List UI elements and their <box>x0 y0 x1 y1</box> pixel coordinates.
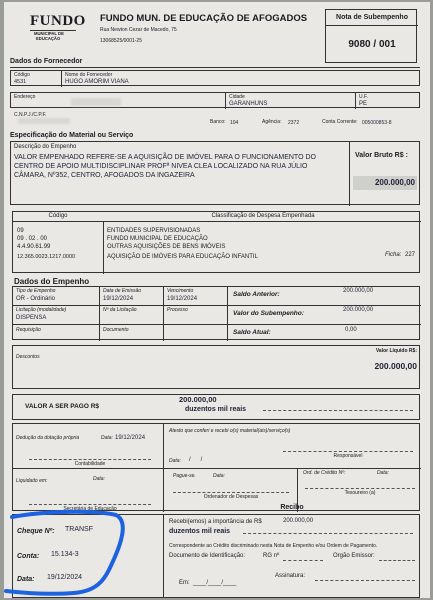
material-box <box>10 141 420 205</box>
fornecedor-row-1 <box>10 70 420 86</box>
documento-label: Documento <box>103 327 129 333</box>
classificacao-header: Classificação de Despesa Empenhada <box>211 213 315 219</box>
tipo-value: OR - Ordinário <box>16 296 56 302</box>
emissao-value: 19/12/2024 <box>103 296 134 302</box>
assinatura-label: Assinatura: <box>275 573 306 579</box>
fornecedor-row-2 <box>10 92 420 108</box>
class-desc-1: ENTIDADES SUPERVISIONADAS <box>107 228 201 234</box>
uf-value: PE <box>359 101 368 107</box>
logo-subtitle-1: MUNICIPAL DE <box>34 31 64 36</box>
fornecedor-section-title: Dados do Fornecedor <box>10 58 83 65</box>
vencimento-value: 19/12/2024 <box>167 296 198 302</box>
logo <box>28 12 86 44</box>
deducao-label: Dedução da dotação própria <box>16 435 80 441</box>
note-number-box <box>325 9 417 63</box>
valor-pago-label: VALOR A SER PAGO R$ <box>25 403 100 410</box>
ordem-credito-label: Ord. de Crédito Nº: <box>303 470 346 476</box>
note-label: Nota de Subempenho <box>336 14 408 21</box>
cidade-value: GARANHUNS <box>229 101 268 107</box>
class-desc-3: OUTRAS AQUISIÇÕES DE BENS IMÓVEIS <box>107 244 226 250</box>
institution-cnpj: 13068525/0001-25 <box>100 38 142 44</box>
pague-se-data-label: Data: <box>213 473 225 479</box>
correspondente-text: Correspondente ao Crédito discriminado nesta Nota de Empenho e/ou Ordem de Pagamento. <box>169 543 378 549</box>
class-desc-2: FUNDO MUNICIPAL DE EDUCAÇÃO <box>107 236 208 242</box>
valor-liquido-label: Valor Líquido R$: <box>375 348 417 354</box>
doc-ident-label: Documento de Identificação: <box>169 553 246 559</box>
valor-pago-extenso: duzentos mil reais <box>185 406 247 413</box>
conta-recibo-label: Conta: <box>17 553 40 560</box>
saldo-anterior-label: Saldo Anterior: <box>233 291 280 298</box>
material-section-title: Especificação do Material ou Serviço <box>10 132 134 139</box>
codigo-header: Código <box>48 213 68 219</box>
cnpj-label: C.N.P.J./C.P.F. <box>14 112 47 118</box>
atesto-date-slashes: / / <box>189 457 203 463</box>
responsavel-label: Responsável <box>333 453 363 459</box>
logo-text: FUNDO <box>30 13 86 29</box>
agencia-label: Agência: <box>262 119 282 125</box>
ordem-data-label: Data: <box>377 470 389 476</box>
valor-sub-label: Valor do Subempenho: <box>233 310 304 317</box>
desc-line-1: VALOR EMPENHADO REFERE-SE A AQUISIÇÃO DE IMÓVEL PARA O FUNCIONAMENTO DO <box>14 154 316 161</box>
document-sheet <box>4 2 430 598</box>
class-code-4: 12.365.0023.1217.0000 <box>17 254 76 260</box>
empenho-box <box>12 286 420 340</box>
banco-value: 104 <box>230 120 239 126</box>
orgao-label: Orgão Emissor: <box>333 553 375 559</box>
valor-sub-value: 200.000,00 <box>343 307 374 313</box>
licitacao-value: DISPENSA <box>16 315 47 321</box>
logo-subtitle-2: EDUCAÇÃO <box>36 36 61 41</box>
cidade-label: Cidade <box>229 94 245 100</box>
deducao-data-value: 19/12/2024 <box>115 435 146 441</box>
saldo-anterior-value: 200.000,00 <box>343 288 374 294</box>
codigo-label: Código <box>14 72 30 78</box>
classificacao-box <box>12 211 420 273</box>
data-recibo-value: 19/12/2024 <box>47 574 83 581</box>
conta-recibo-value: 15.134-3 <box>51 551 79 558</box>
highlight-stroke <box>6 512 123 594</box>
note-number: 9080 / 001 <box>348 39 396 50</box>
recibo-extenso: duzentos mil reais <box>169 528 231 535</box>
class-code-1: 09 <box>17 228 24 234</box>
desc-line-2: CENTRO DE APOIO MULTIDISCIPLINAR PROFª NIVEA CLEA LOCALIZADO NA RUA JÚLIO <box>14 163 308 170</box>
empenho-section-title: Dados do Empenho <box>14 277 90 286</box>
secretaria-label: Secretária de Educação <box>63 506 117 512</box>
valor-pago-box <box>12 394 420 420</box>
liquidado-label: Liquidado em: <box>16 478 48 484</box>
saldo-atual-value: 0,00 <box>345 327 357 333</box>
descontos-box <box>12 345 420 389</box>
banco-label: Banco: <box>210 119 226 125</box>
tesoureiro-label: Tesoureiro (a) <box>344 490 376 496</box>
deducao-data-label: Data: <box>101 435 113 441</box>
valor-bruto-value: 200.000,00 <box>374 178 415 187</box>
pague-se-label: Pague-se. <box>173 473 196 479</box>
codigo-value: 4531 <box>14 79 27 85</box>
institution-address: Rua Newton Cezar de Macedo, 75 <box>100 27 177 33</box>
rg-label: RG nº <box>263 553 280 559</box>
agencia-value: 2372 <box>288 120 300 126</box>
class-desc-4: AQUISIÇÃO DE IMÓVEIS PARA EDUCAÇÃO INFANTIL <box>107 254 258 260</box>
cnpj-redacted <box>18 118 70 124</box>
atesto-label: Atesto que conferi e recebi o(s) material(ais)/serviço(s) <box>169 428 291 434</box>
ficha-label: Ficha: <box>385 252 402 258</box>
liquidado-data-label: Data: <box>93 476 105 482</box>
contabilidade-label: Contabilidade <box>74 461 106 467</box>
conta-label: Conta Corrente: <box>322 119 358 125</box>
ficha-value: 227 <box>405 252 416 258</box>
processo-label: Processo <box>167 307 188 313</box>
dotacao-box <box>12 423 420 511</box>
institution-title: FUNDO MUN. DE EDUCAÇÃO DE AFOGADOS <box>100 13 308 24</box>
uf-label: U.F. <box>359 94 368 100</box>
nome-value: HUGO AMORIM VIANA <box>65 79 129 85</box>
recebi-label: Recebi(emos) a importância de R$ <box>169 519 262 525</box>
descontos-label: Descontos <box>16 354 40 360</box>
atesto-data-label: Data: <box>169 458 181 464</box>
licitacao-label: Licitação (modalidade) <box>16 307 67 313</box>
vencimento-label: Vencimento <box>167 288 194 294</box>
endereco-label: Endereço <box>14 94 36 100</box>
cheque-value: TRANSF <box>65 526 93 533</box>
class-code-3: 4.4.90.61.99 <box>17 244 51 250</box>
emissao-label: Data de Emissão <box>103 288 142 294</box>
cheque-label: Cheque Nº: <box>17 528 55 535</box>
recibo-title: Recibo <box>280 504 304 511</box>
desc-line-3: CÂMARA, Nº352, CENTRO, AFOGADOS DA INGAZEIRA <box>14 172 195 179</box>
ordenador-label: Ordenador de Despesas <box>203 494 259 500</box>
valor-liquido-value: 200.000,00 <box>374 361 417 371</box>
nlicitacao-label: Nº da Licitação <box>103 307 137 313</box>
valor-pago-value: 200.000,00 <box>179 395 217 404</box>
requisicao-label: Requisição <box>16 327 41 333</box>
valor-bruto-label: Valor Bruto R$ : <box>355 152 408 159</box>
em-date-slashes: ____/____/____ <box>193 580 237 586</box>
blue-highlight-annotation <box>4 507 134 598</box>
endereco-redacted <box>71 98 121 106</box>
data-recibo-label: Data: <box>17 576 35 583</box>
nome-label: Nome do Fornecedor <box>65 72 113 78</box>
desc-label: Descrição do Empenho <box>14 144 77 150</box>
conta-value: 005000853-8 <box>362 120 392 126</box>
recebi-value: 200.000,00 <box>283 518 314 524</box>
tipo-label: Tipo de Empenho <box>16 288 56 294</box>
class-code-2: 09 . 02 . 00 <box>17 236 48 242</box>
saldo-atual-label: Saldo Atual: <box>233 329 271 336</box>
em-label: Em: <box>179 580 190 586</box>
